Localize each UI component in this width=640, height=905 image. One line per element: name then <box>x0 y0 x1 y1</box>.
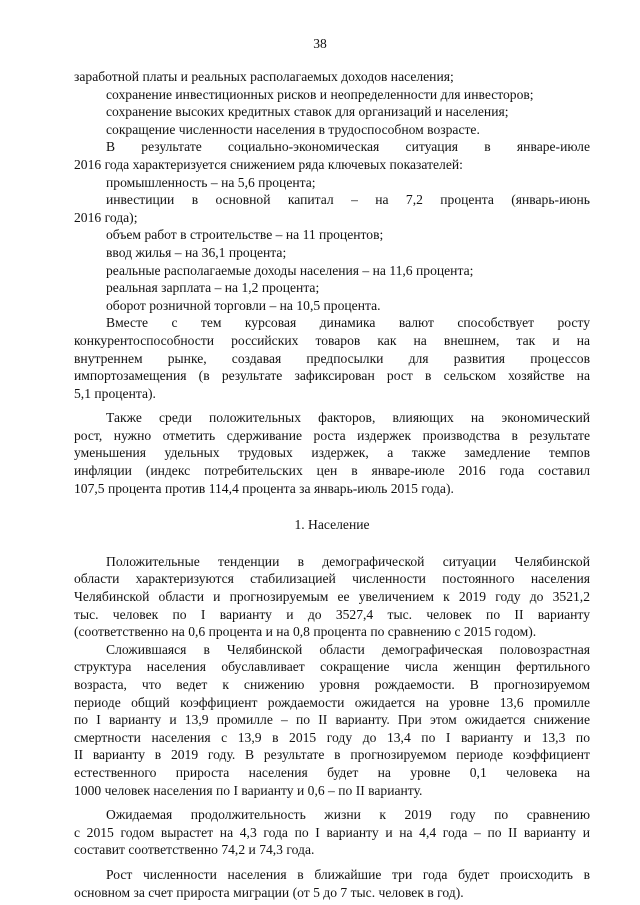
spacer <box>74 402 590 409</box>
text-line: уменьшения удельных трудовых издержек, а также замедление темпов <box>74 445 590 461</box>
page-number: 38 <box>313 36 327 51</box>
text-line: сокращение численности населения в трудоспособном возрасте. <box>106 121 480 137</box>
text-line: инвестиции в основной капитал – на 7,2 процента (январь-июнь <box>106 192 590 208</box>
text-line: сохранение высоких кредитных ставок для организаций и населения; <box>106 104 509 120</box>
text-line: (соответственно на 0,6 процента и на 0,8 процента по сравнению с 2015 годом). <box>74 624 537 640</box>
text-line: Также среди положительных факторов, влияющих на экономический <box>106 410 590 426</box>
text-line: 1000 человек населения по I варианту и 0,6 – по II варианту. <box>74 782 423 798</box>
text-line: периоде общий коэффициент рождаемости ожидается на уровне 13,6 промилле <box>74 694 590 710</box>
text-line: 5,1 процента). <box>74 385 156 401</box>
text-line: Вместе с тем курсовая динамика валют способствует росту <box>106 315 590 331</box>
text-line: смертности населения с 13,9 в 2015 году до 13,4 по I варианту и 13,3 по <box>74 729 590 745</box>
text-line: оборот розничной торговли – на 10,5 процента. <box>106 297 381 313</box>
spacer <box>74 859 590 866</box>
text-line: сохранение инвестиционных рисков и неопределенности для инвесторов; <box>106 86 534 102</box>
text-line: объем работ в строительстве – на 11 процентов; <box>106 227 384 243</box>
text-line: Ожидаемая продолжительность жизни к 2019 году по сравнению <box>106 807 590 823</box>
text-line: возраста, что ведет к снижению уровня рождаемости. В прогнозируемом <box>74 677 590 692</box>
text-line: внутреннем рынке, создавая предпосылки для развития процессов <box>74 350 590 366</box>
document-body <box>74 68 590 901</box>
text-line: импортозамещения (в результате зафиксирован рост в сельском хозяйстве на <box>74 368 590 384</box>
text-line: промышленность – на 5,6 процента; <box>106 174 316 190</box>
text-line: Челябинской области и прогнозируемым ее увеличением к 2019 году до 3521,2 <box>74 589 590 605</box>
text-line: 2016 года характеризуется снижением ряда ключевых показателей: <box>74 156 463 172</box>
text-line: В результате социально-экономическая ситуация в январе-июле <box>106 139 590 155</box>
section-heading: 1. Население <box>294 517 370 533</box>
text-line: естественного прироста населения будет на уровне 0,1 человека на <box>74 764 590 780</box>
text-line: Рост численности населения в ближайшие три года будет происходить в <box>106 866 590 882</box>
text-line: заработной платы и реальных располагаемых доходов населения; <box>74 69 454 84</box>
text-line: основном за счет прироста миграции (от 5 до 7 тыс. человек в год). <box>74 884 464 900</box>
text-line: Положительные тенденции в демографической ситуации Челябинской <box>106 553 590 569</box>
spacer <box>74 534 590 553</box>
text-line: конкурентоспособности российских товаров как на внешнем, так и на <box>74 332 590 348</box>
text-line: 2016 года); <box>74 209 138 225</box>
text-line: II варианту в 2019 году. В результате в прогнозируемом периоде коэффициент <box>74 747 590 763</box>
text-line: по I варианту и 13,9 промилле – по II варианту. При этом ожидается снижение <box>74 712 590 728</box>
text-line: ввод жилья – на 36,1 процента; <box>106 244 287 260</box>
text-line: Сложившаяся в Челябинской области демографическая половозрастная <box>106 641 590 657</box>
spacer <box>74 799 590 806</box>
text-line: составит соответственно 74,2 и 74,3 года. <box>74 842 315 858</box>
text-line: области характеризуются стабилизацией численности постоянного населения <box>74 571 590 587</box>
spacer <box>74 497 590 516</box>
text-line: с 2015 годом вырастет на 4,3 года по I варианту и на 4,4 года – по II варианту и <box>74 824 590 840</box>
text-line: реальная зарплата – на 1,2 процента; <box>106 280 320 296</box>
text-line: структура населения обуславливает сокращение числа женщин фертильного <box>74 659 590 675</box>
text-line: инфляции (индекс потребительских цен в январе-июле 2016 года составил <box>74 463 590 479</box>
text-line: 107,5 процента против 114,4 процента за январь-июль 2015 года). <box>74 480 454 496</box>
text-line: тыс. человек по I варианту и до 3527,4 тыс. человек по II варианту <box>74 606 590 622</box>
text-line: реальные располагаемые доходы населения – на 11,6 процента; <box>106 262 474 278</box>
text-line: рост, нужно отметить сдерживание роста издержек производства в результате <box>74 427 590 443</box>
